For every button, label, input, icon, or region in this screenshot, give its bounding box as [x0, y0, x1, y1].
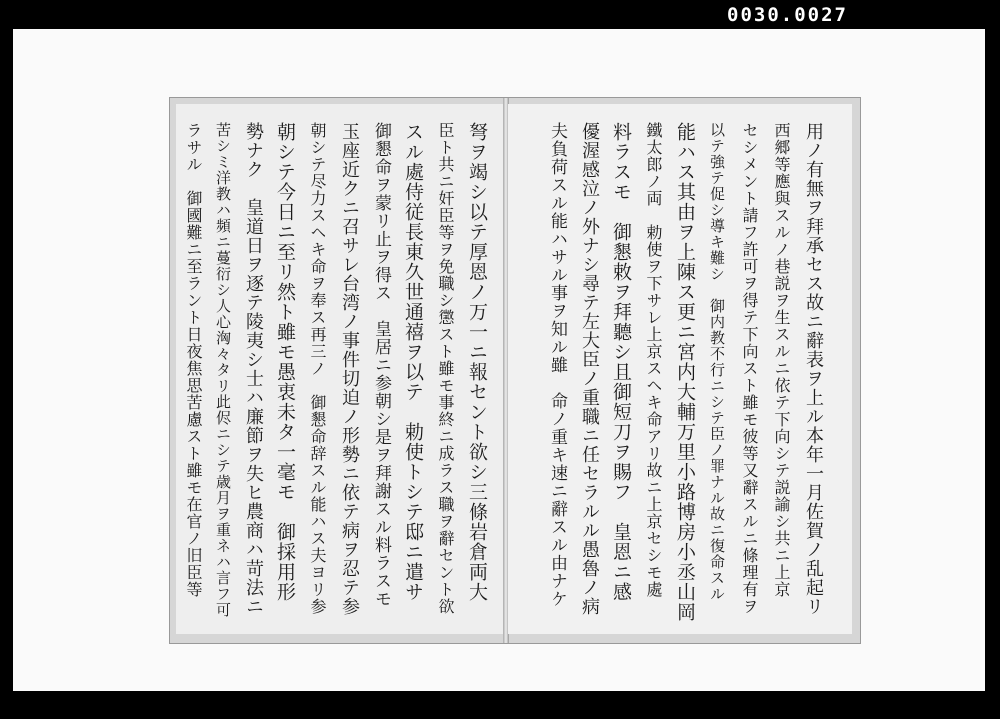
- left-page: [176, 104, 506, 634]
- text-line: 苦シミ洋教ハ頻ニ蔓衍シ人心洶々タリ此侭ニシテ歳月ヲ重ネハ言フ可: [214, 122, 232, 618]
- text-line: 勢ナク 皇道日ヲ逐テ陵夷シ士ハ廉節ヲ失ヒ農商ハ苛法ニ: [243, 122, 264, 616]
- text-line: 玉座近クニ召サレ台湾ノ事件切迫ノ形勢ニ依テ病ヲ忍テ参: [339, 122, 360, 616]
- frame-number: 0030.0027: [727, 4, 848, 26]
- text-line: 用ノ有無ヲ拜承セス故ニ辭表ヲ上ル本年一月佐賀ノ乱起リ: [803, 122, 824, 616]
- text-line: 弩ヲ竭シ以テ厚恩ノ万一ニ報セント欲シ三條岩倉両大: [466, 122, 488, 602]
- text-line: 以テ強テ促シ導キ難シ 御内教不行ニシテ臣ノ罪ナル故ニ復命スル: [708, 122, 726, 602]
- text-line: 夫負荷スル能ハサル事ヲ知ル雖 命ノ重キ速ニ辭スル由ナケ: [547, 122, 567, 608]
- text-line: 朝シテ今日ニ至リ然ト雖モ愚衷未タ一毫モ 御採用形: [274, 122, 296, 602]
- open-book: [170, 98, 860, 643]
- text-line: セシメント請フ許可ヲ得テ下向スト雖モ彼等又辭スルニ條理有ヲ: [740, 122, 759, 615]
- text-line: 西郷等應與スルノ巷説ヲ生スルニ依テ下向シテ説諭シ共ニ上京: [772, 122, 791, 598]
- text-line: 能ハス其由ヲ上陳ス更ニ宮内大輔万里小路博房小丞山岡: [674, 122, 696, 622]
- right-page: [508, 104, 852, 634]
- text-line: ラサル 御國難ニ至ラント日夜焦思苦慮スト雖モ在官ノ旧臣等: [184, 122, 203, 598]
- text-line: 料ラスモ 御懇敕ヲ拜聽シ且御短刀ヲ賜フ 皇恩ニ感: [610, 122, 632, 602]
- text-line: 御懇命ヲ蒙リ止ヲ得ス 皇居ニ参朝シ是ヲ拜謝スル料ラスモ: [371, 122, 391, 608]
- text-line: 優渥感泣ノ外ナシ尋テ左大臣ノ重職ニ任セラルル愚魯ノ病: [579, 122, 600, 616]
- text-line: 鐵太郎ノ両 勅使ヲ下サレ上京スヘキ命アリ故ニ上京セシモ處: [644, 122, 663, 598]
- text-line: スル處侍従長東久世通禧ヲ以テ 勅使トシテ邸ニ遣サ: [402, 122, 424, 602]
- text-line: 朝シテ尽力スヘキ命ヲ奉ス再三ノ 御懇命辞スル能ハス夫ヨリ参: [308, 122, 327, 615]
- text-line: 臣ト共ニ奸臣等ヲ免職シ懲スト雖モ事終ニ成ラス職ヲ辭セント欲: [436, 122, 455, 615]
